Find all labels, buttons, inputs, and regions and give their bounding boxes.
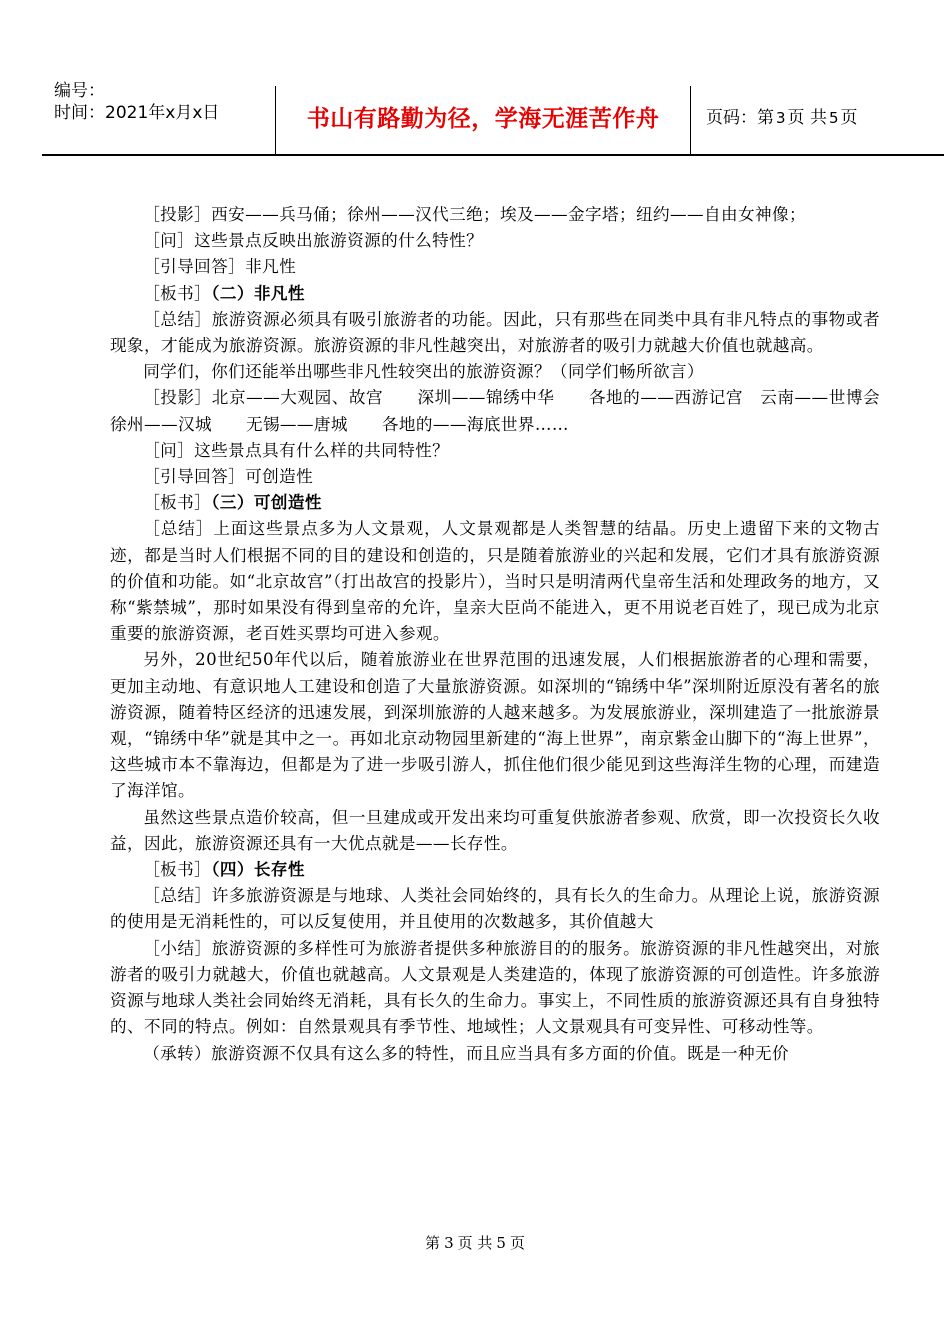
footer-prefix: 第 bbox=[425, 1234, 441, 1252]
footer-mid: 页 共 bbox=[457, 1234, 493, 1252]
board-heading bbox=[110, 281, 880, 307]
board-heading bbox=[110, 857, 880, 883]
page-prefix: 页码：第 bbox=[706, 108, 774, 128]
page-mid: 页 共 bbox=[787, 108, 827, 128]
document-date: 时间：2021年x月x日 bbox=[54, 103, 220, 123]
header-left bbox=[54, 80, 274, 124]
paragraph: 虽然这些景点造价较高，但一旦建成或开发出来均可重复供旅游者参观、欣赏，即一次投资长久收益，因此，旅游资源还具有一大优点就是——长存性。 bbox=[110, 807, 880, 853]
section-heading: （三）可创造性 bbox=[211, 493, 322, 513]
board-heading bbox=[110, 490, 880, 516]
paragraph: 同学们，你们还能举出哪些非凡性较突出的旅游资源？（同学们畅所欲言） bbox=[143, 362, 704, 382]
footer-current: 3 bbox=[444, 1234, 454, 1252]
page-total: 5 bbox=[828, 109, 839, 127]
paragraph: ［总结］许多旅游资源是与地球、人类社会同始终的，具有长久的生命力。从理论上说，旅游资源的使用是无消耗性的，可以反复使用，并且使用的次数越多，其价值越大 bbox=[110, 886, 880, 932]
document-code-label: 编号： bbox=[54, 81, 105, 101]
footer-total: 5 bbox=[496, 1234, 506, 1252]
paragraph: ［投影］西安——兵马俑；徐州——汉代三绝；埃及——金字塔；纽约——自由女神像； bbox=[143, 205, 806, 224]
paragraph: ［引导回答］可创造性 bbox=[143, 467, 314, 487]
paragraph: ［小结］旅游资源的多样性可为旅游者提供多种旅游目的的服务。旅游资源的非凡性越突出，对旅游者的吸引力就越大，价值也就越高。人文景观是人类建造的，体现了旅游资源的可创造性。许多旅游资源与地球人类社会同始终无消耗，具有长久的生命力。事实上，不同性质的旅游资源还具有自身独特的、不同的特点。例如：自然景观具有季节性、地域性；人文景观具有可变异性、可移动性等。 bbox=[110, 938, 880, 1037]
footer-suffix: 页 bbox=[509, 1234, 525, 1252]
paragraph: ［投影］北京——大观园、故宫 深圳——锦绣中华 各地的——西游记宫 云南——世博会 徐州——汉城 无锡——唐城 各地的——海底世界…… bbox=[110, 388, 897, 434]
board-label: ［板书］ bbox=[143, 860, 212, 880]
page-current: 3 bbox=[776, 109, 786, 127]
header-divider-right bbox=[690, 86, 691, 154]
document-body bbox=[110, 202, 897, 1067]
header-page-indicator bbox=[706, 103, 858, 128]
page-suffix: 页 bbox=[840, 108, 858, 128]
section-heading: （四）长存性 bbox=[211, 860, 305, 880]
header-rule bbox=[42, 154, 944, 156]
board-label: ［板书］ bbox=[143, 283, 212, 303]
paragraph: ［引导回答］非凡性 bbox=[143, 257, 297, 277]
paragraph: ［总结］旅游资源必须具有吸引旅游者的功能。因此，只有那些在同类中具有非凡特点的事物或者现象，才能成为旅游资源。旅游资源的非凡性越突出，对旅游者的吸引力就越大价值也就越高。 bbox=[110, 309, 880, 356]
paragraph: ［总结］上面这些景点多为人文景观，人文景观都是人类智慧的结晶。历史上遗留下来的文物古迹，都是当时人们根据不同的目的建设和创造的，只是随着旅游业的兴起和发展，它们才具有旅游资源的价值和功能。如“北京故宫”（打出故宫的投影片），当时只是明清两代皇帝生活和处理政务的地方，又称“紫禁城”，那时如果没有得到皇帝的允许，皇亲大臣尚不能进入，更不用说老百姓了，现已成为北京重要的旅游资源，老百姓买票均可进入参观。 bbox=[110, 519, 880, 644]
header-motto: 书山有路勤为径，学海无涯苦作舟 bbox=[306, 106, 660, 132]
paragraph: ［问］这些景点反映出旅游资源的什么特性？ bbox=[143, 231, 484, 251]
paragraph: （承转）旅游资源不仅具有这么多的特性，而且应当具有多方面的价值。既是一种无价 bbox=[143, 1043, 789, 1063]
paragraph: 另外，20世纪50年代以后，随着旅游业在世界范围的迅速发展，人们根据旅游者的心理和需要，更加主动地、有意识地人工建设和创造了大量旅游资源。如深圳的“锦绣中华”深圳附近原没有著名的旅游资源，随着特区经济的迅速发展，到深圳旅游的人越来越多。为发展旅游业，深圳建造了一批旅游景观，“锦绣中华”就是其中之一。再如北京动物园里新建的“海上世界”，南京紫金山脚下的“海上世界”，这些城市本不靠海边，但都是为了进一步吸引游人，抓住他们很少能见到这些海洋生物的心理，而建造了海洋馆。 bbox=[110, 650, 880, 801]
board-label: ［板书］ bbox=[143, 493, 212, 513]
section-heading: （二）非凡性 bbox=[211, 283, 305, 303]
page-footer bbox=[0, 1232, 950, 1253]
paragraph: ［问］这些景点具有什么样的共同特性？ bbox=[143, 440, 450, 460]
